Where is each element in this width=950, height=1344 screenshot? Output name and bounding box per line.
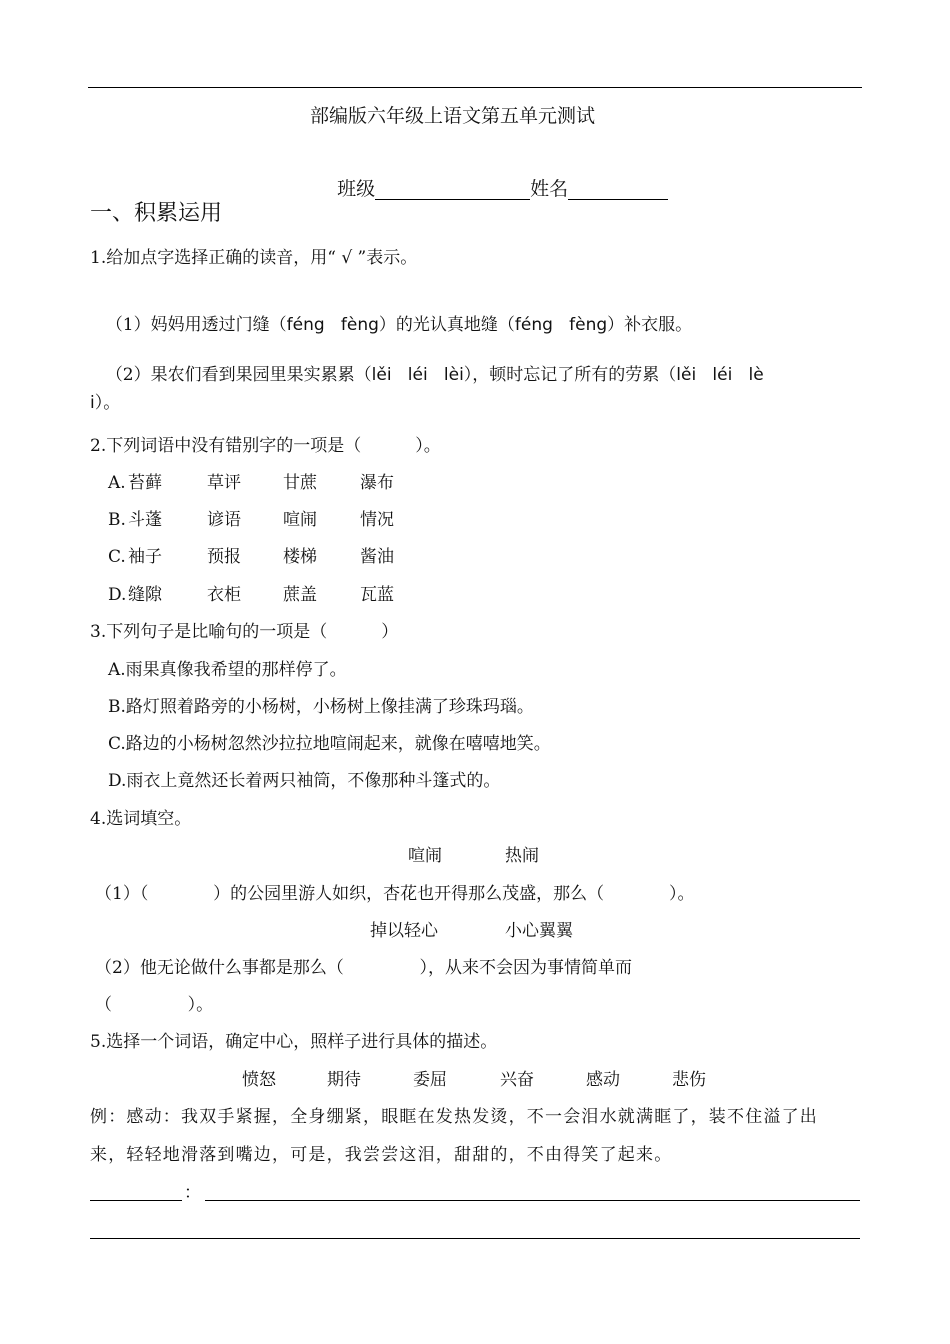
q4-prompt: 4.选词填空。 [90, 809, 192, 829]
pinyin-option: fèng [569, 315, 608, 335]
pinyin-option: fèng [340, 315, 379, 335]
q2-option-label: A. [108, 473, 126, 493]
q4-word-choice: 热闹 [505, 846, 539, 866]
pinyin-option: féng [514, 315, 553, 335]
answer-line-2[interactable] [90, 1238, 860, 1239]
q2-option-word: 缝隙 [128, 585, 162, 605]
pinyin-option: léi [407, 365, 428, 385]
q2-option-label: B. [108, 510, 126, 530]
class-blank[interactable] [375, 177, 530, 200]
q5-word: 悲伤 [672, 1070, 706, 1090]
q1-sentence-2: （2）果农们看到果园里果实累累（lěi léi lèi），顿时忘记了所有的劳累（lěi léi lè [105, 365, 764, 385]
q2-option-word: 衣柜 [207, 585, 241, 605]
q2-option-word: 楼梯 [283, 547, 317, 567]
q2-option-word: 苔藓 [128, 473, 162, 493]
name-label: 姓名 [530, 178, 569, 200]
pinyin-option: lěi [676, 365, 697, 385]
q2-option-word: 预报 [207, 547, 241, 567]
q4-sentence-2: （2）他无论做什么事都是那么（ ），从来不会因为事情简单而 [95, 958, 632, 978]
q2-option-word: 瀑布 [360, 473, 394, 493]
answer-word-blank[interactable] [90, 1200, 182, 1201]
name-blank[interactable] [568, 177, 668, 200]
page-title: 部编版六年级上语文第五单元测试 [310, 105, 596, 127]
class-name-line [325, 155, 668, 200]
q2-option-label: D. [108, 585, 127, 605]
q5-word: 愤怒 [242, 1070, 276, 1090]
q2-option-word: 酱油 [360, 547, 394, 567]
answer-line-1[interactable] [205, 1200, 860, 1201]
q2-option-word: 情况 [360, 510, 394, 530]
q5-word: 期待 [327, 1070, 361, 1090]
q3-option-b: B.路灯照着路旁的小杨树，小杨树上像挂满了珍珠玛瑙。 [108, 697, 534, 717]
section-heading: 一、积累运用 [90, 201, 223, 226]
class-label: 班级 [337, 178, 376, 200]
q5-word: 委屈 [413, 1070, 447, 1090]
q5-word: 感动 [586, 1070, 620, 1090]
q4-word-choice: 喧闹 [408, 846, 442, 866]
q5-example-line-1: 例：感动：我双手紧握，全身绷紧，眼眶在发热发烫，不一会泪水就满眶了，装不住溢了出 [90, 1107, 818, 1127]
q2-option-word: 蔗盖 [283, 585, 317, 605]
q4-word-choice: 掉以轻心 [370, 921, 438, 941]
q4-sentence-1: （1）（ ）的公园里游人如织，杏花也开得那么茂盛，那么（ ）。 [95, 884, 695, 904]
q5-prompt: 5.选择一个词语，确定中心，照样子进行具体的描述。 [90, 1032, 498, 1052]
q2-option-word: 瓦蓝 [360, 585, 394, 605]
q5-example-line-2: 来，轻轻地滑落到嘴边，可是，我尝尝这泪，甜甜的，不由得笑了起来。 [90, 1145, 673, 1165]
q2-option-word: 甘蔗 [283, 473, 317, 493]
q1-sentence-2-wrap: i）。 [90, 393, 121, 413]
pinyin-option: lèi [443, 365, 464, 385]
pinyin-option: lěi [371, 365, 392, 385]
q4-sentence-2-wrap: （ ）。 [95, 995, 214, 1015]
q1-sentence-1: （1）妈妈用透过门缝（féng fèng）的光认真地缝（féng fèng）补衣服。 [105, 315, 693, 335]
top-rule [88, 87, 862, 88]
answer-colon: ： [184, 1183, 201, 1203]
q2-option-label: C. [108, 547, 126, 567]
q2-option-word: 斗蓬 [128, 510, 162, 530]
q2-option-word: 草评 [207, 473, 241, 493]
q2-prompt: 2.下列词语中没有错别字的一项是（ ）。 [90, 436, 441, 456]
q4-word-choice: 小心翼翼 [505, 921, 573, 941]
pinyin-option: lè [748, 365, 764, 385]
q2-option-word: 谚语 [207, 510, 241, 530]
q3-option-d: D.雨衣上竟然还长着两只袖筒，不像那种斗篷式的。 [108, 771, 501, 791]
q1-prompt: 1.给加点字选择正确的读音，用“ √ ”表示。 [90, 248, 418, 268]
pinyin-option: léi [712, 365, 733, 385]
q3-prompt: 3.下列句子是比喻句的一项是（ ） [90, 622, 399, 642]
pinyin-option: féng [286, 315, 325, 335]
q3-option-c: C.路边的小杨树忽然沙拉拉地喧闹起来，就像在嘻嘻地笑。 [108, 734, 551, 754]
q5-word: 兴奋 [500, 1070, 534, 1090]
q2-option-word: 袖子 [128, 547, 162, 567]
q3-option-a: A.雨果真像我希望的那样停了。 [108, 660, 347, 680]
q2-option-word: 喧闹 [283, 510, 317, 530]
